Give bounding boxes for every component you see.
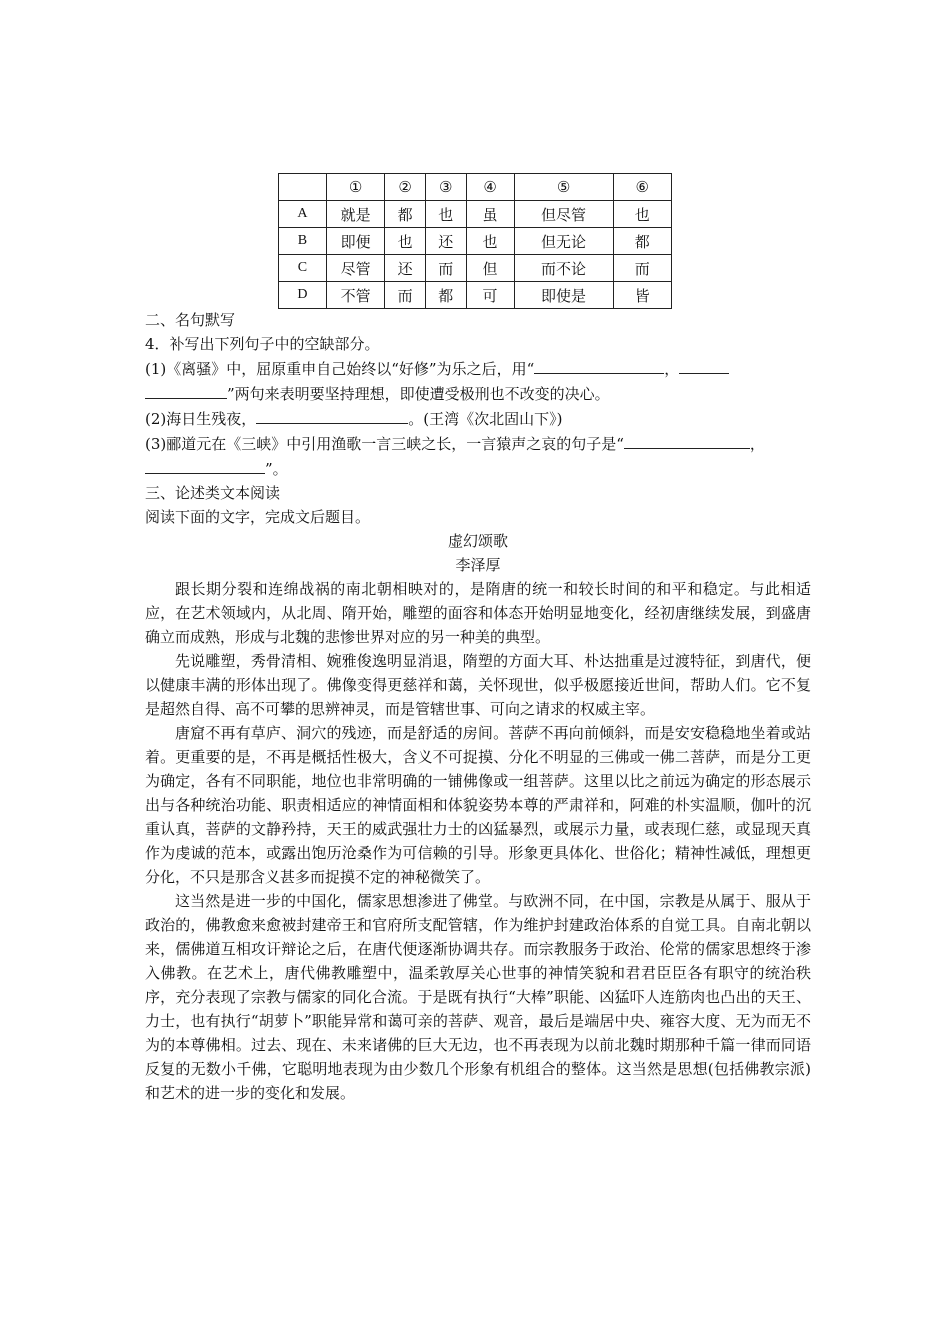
article-paragraph-2: 先说雕塑，秀骨清相、婉雅俊逸明显消退，隋塑的方面大耳、朴达拙重是过渡特征，到唐代，便以健康丰满的形体出现了。佛像变得更慈祥和蔼，关怀现世，似乎极愿接近世间，帮助人们。它不复是超然自得、高不可攀的思辨神灵，而是管辖世事、可向之请求的权威主宰。 (145, 652, 811, 718)
table-cell: ② (385, 174, 426, 201)
table-header-row (279, 174, 672, 201)
fill-item-2-text-b: 。(王湾《次北固山下》) (408, 410, 563, 428)
option-label-cell: A (279, 201, 327, 228)
article-paragraph-3: 唐窟不再有草庐、洞穴的残迹，而是舒适的房间。菩萨不再向前倾斜，而是安安稳稳地坐着或站着。更重要的是，不再是概括性极大，含义不可捉摸、分化不明显的三佛或一佛二菩萨，而是分工更为确定，各有不同职能，地位也非常明确的一铺佛像或一组菩萨。这里以比之前远为确定的形态展示出与各种统治功能、职责相适应的神情面相和体貌姿势本尊的严肃祥和，阿难的朴实温顺，伽叶的沉重认真，菩萨的文静矜持，天王的威武强壮力士的凶猛暴烈，或展示力量，或表现仁慈，或显现天真作为虔诚的范本，或露出饱历沧桑作为可信赖的引导。形象更具体化、世俗化；精神性减低，理想更分化，不只是那含义甚多而捉摸不定的神秘微笑了。 (145, 724, 811, 886)
table-cell: 还 (425, 228, 466, 255)
table-cell: 可 (466, 282, 514, 309)
fill-item-1-text-a: (1)《离骚》中，屈原重申自己始终以“好修”为乐之后，用“ (145, 360, 535, 378)
answer-blank[interactable] (145, 456, 265, 474)
fill-item-1-text-b: ”两句来表明要坚持理想，即使遭受极刑也不改变的决心。 (227, 385, 610, 403)
table-cell: 不管 (326, 282, 384, 309)
question-4: 4．补写出下列句子中的空缺部分。 (145, 335, 380, 353)
article-paragraph-4: 这当然是进一步的中国化，儒家思想渗进了佛堂。与欧洲不同，在中国，宗教是从属于、服从于政治的，佛教愈来愈被封建帝王和官府所支配管辖，作为维护封建政治体系的自觉工具。自南北朝以来，儒佛道互相攻讦辩论之后，在唐代便逐渐协调共存。而宗教服务于政治、伦常的儒家思想终于渗入佛教。在艺术上，唐代佛教雕塑中，温柔敦厚关心世事的神情笑貌和君君臣臣各有职守的统治秩序，充分表现了宗教与儒家的同化合流。于是既有执行“大棒”职能、凶猛吓人连筋肉也凸出的天王、力士，也有执行“胡萝卜”职能异常和蔼可亲的菩萨、观音，最后是端居中央、雍容大度、无为而无不为的本尊佛相。过去、现在、未来诸佛的巨大无边，也不再表现为以前北魏时期那种千篇一律而同语反复的无数小千佛，它聪明地表现为由少数几个形象有机组合的整体。这当然是思想(包括佛教宗派)和艺术的进一步的变化和发展。 (145, 892, 811, 1102)
fill-item-3-text-a: (3)郦道元在《三峡》中引用渔歌一言三峡之长，一言猿声之哀的句子是“ (145, 435, 624, 453)
table-cell (279, 174, 327, 201)
table-cell: 尽管 (326, 255, 384, 282)
fill-item-3-text-b: ”。 (265, 460, 288, 478)
article-paragraph-1: 跟长期分裂和连绵战祸的南北朝相映对的，是隋唐的统一和较长时间的和平和稳定。与此相适应，在艺术领域内，从北周、隋开始，雕塑的面容和体态开始明显地变化，经初唐继续发展，到盛唐确立而成熟，形成与北魏的悲惨世界对应的另一种美的典型。 (145, 580, 811, 646)
option-label-cell: D (279, 282, 327, 309)
table-cell: 而不论 (514, 255, 613, 282)
section-heading-3: 三、论述类文本阅读 (145, 484, 281, 502)
article-title: 虚幻颂歌 (447, 532, 508, 550)
fill-item-3 (145, 431, 811, 481)
table-row (279, 228, 672, 255)
table-body (279, 174, 672, 309)
fill-item-2-text-a: (2)海日生残夜， (145, 410, 257, 428)
table-row (279, 255, 672, 282)
table-cell: 皆 (613, 282, 671, 309)
fill-item-2 (145, 406, 811, 431)
article-author: 李泽厚 (455, 556, 501, 574)
section-heading-2: 二、名句默写 (145, 311, 236, 329)
document-content (145, 308, 811, 1105)
answer-blank[interactable] (534, 356, 664, 374)
table-cell: 都 (385, 201, 426, 228)
table-cell: ④ (466, 174, 514, 201)
table-cell: 就是 (326, 201, 384, 228)
table-cell: 而 (613, 255, 671, 282)
table-cell: 但尽管 (514, 201, 613, 228)
answer-blank[interactable] (624, 431, 750, 449)
table-cell: 即使是 (514, 282, 613, 309)
table-cell: 都 (613, 228, 671, 255)
reading-instruction: 阅读下面的文字，完成文后题目。 (145, 508, 371, 526)
table-cell: ⑥ (613, 174, 671, 201)
fill-item-1 (145, 356, 811, 406)
table-cell: 也 (385, 228, 426, 255)
table-cell: 但 (466, 255, 514, 282)
answer-blank[interactable] (679, 356, 729, 374)
answer-options-table (278, 173, 672, 309)
fill-item-1-comma: ， (664, 360, 680, 378)
answer-blank[interactable] (256, 406, 408, 424)
table-cell: 也 (613, 201, 671, 228)
table-cell: ① (326, 174, 384, 201)
table-cell: 即便 (326, 228, 384, 255)
table-cell: 但无论 (514, 228, 613, 255)
option-label-cell: B (279, 228, 327, 255)
fill-item-3-comma: ， (749, 435, 765, 453)
table-cell: 还 (385, 255, 426, 282)
option-label-cell: C (279, 255, 327, 282)
table-row (279, 282, 672, 309)
table-cell: ⑤ (514, 174, 613, 201)
table-cell: 虽 (466, 201, 514, 228)
table-cell: 也 (466, 228, 514, 255)
table-cell: 都 (425, 282, 466, 309)
table-cell: 而 (385, 282, 426, 309)
table-cell: 而 (425, 255, 466, 282)
table-cell: ③ (425, 174, 466, 201)
table-row (279, 201, 672, 228)
answer-blank[interactable] (145, 381, 227, 399)
table-cell: 也 (425, 201, 466, 228)
